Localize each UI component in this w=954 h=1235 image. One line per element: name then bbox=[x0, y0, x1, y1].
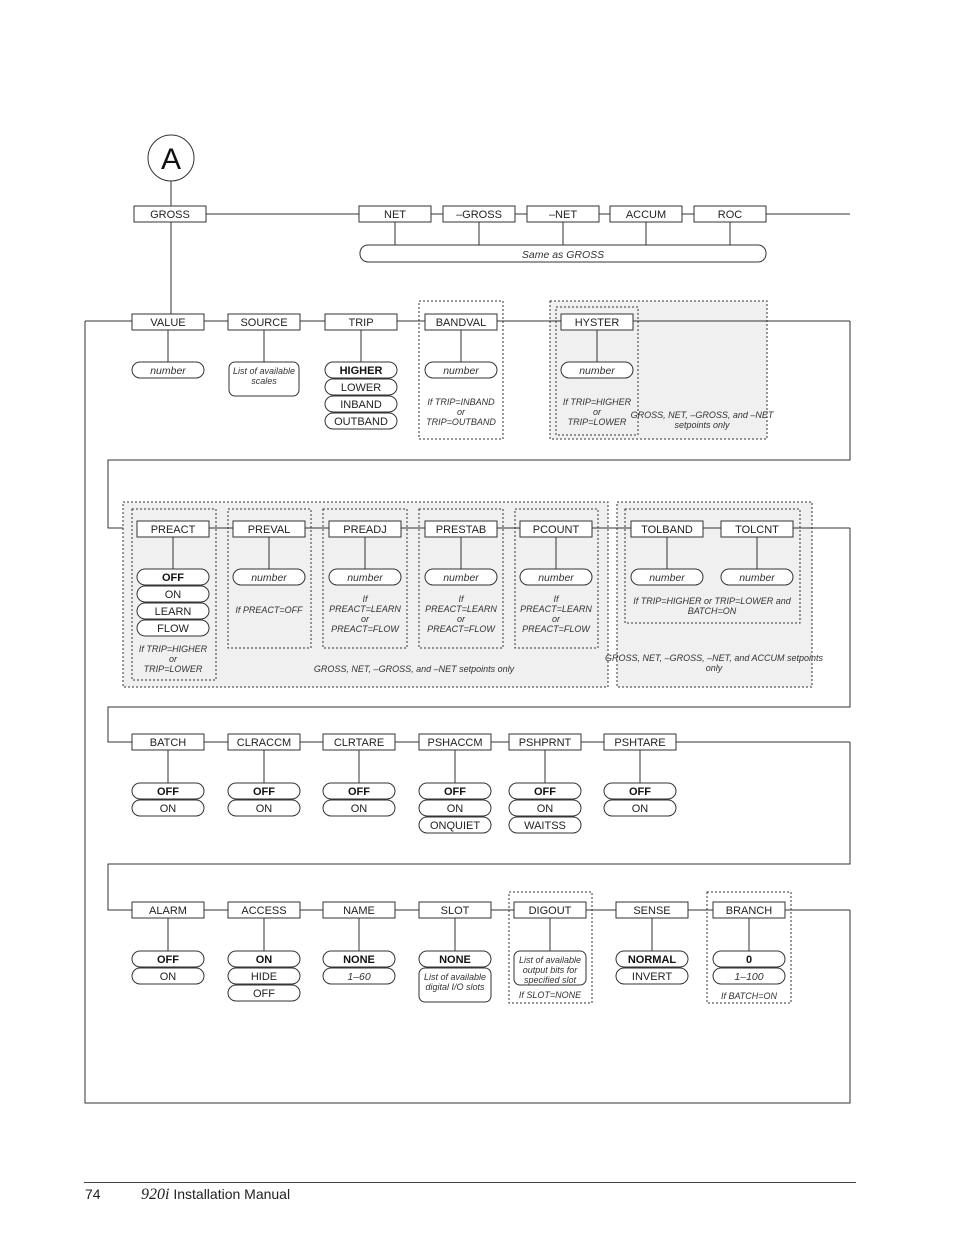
trip-option-text: LOWER bbox=[340, 382, 382, 394]
tolcnt-option-text: number bbox=[739, 572, 775, 584]
clrtare-option-text: ON bbox=[350, 803, 368, 815]
clrtare-menu-label: CLRTARE bbox=[333, 737, 385, 749]
tolcnt-menu-label: TOLCNT bbox=[735, 524, 779, 536]
tol-condition: If TRIP=HIGHER or TRIP=LOWER and BATCH=ON bbox=[633, 596, 791, 616]
gross-menu-label: GROSS bbox=[150, 209, 190, 221]
slot-menu-label: SLOT bbox=[440, 905, 470, 917]
hyster-condition: If TRIP=HIGHER or TRIP=LOWER bbox=[562, 397, 632, 427]
footer-rule bbox=[84, 1182, 856, 1183]
pshaccm-menu-label: PSHACCM bbox=[427, 737, 483, 749]
prestab-condition: If PREACT=LEARN or PREACT=FLOW bbox=[425, 594, 497, 634]
preact-condition: If TRIP=HIGHER or TRIP=LOWER bbox=[138, 644, 208, 674]
pshprnt-option-text: OFF bbox=[534, 786, 556, 798]
branch-menu-label: BRANCH bbox=[725, 905, 773, 917]
pshtare-option-text: ON bbox=[631, 803, 649, 815]
connector-label: A bbox=[160, 143, 182, 176]
trip-option-text: OUTBAND bbox=[334, 416, 388, 428]
pshtare-option-text: OFF bbox=[629, 786, 651, 798]
preact-menu-label: PREACT bbox=[150, 524, 196, 536]
digout-condition: If SLOT=NONE bbox=[518, 990, 582, 1000]
pshaccm-option-text: ON bbox=[446, 803, 464, 815]
pshtare-menu-label: PSHTARE bbox=[614, 737, 666, 749]
source-option-text: List of available scales bbox=[232, 366, 296, 386]
name-option-text: 1–60 bbox=[347, 971, 371, 983]
pcount-menu-label: PCOUNT bbox=[532, 524, 580, 536]
pshaccm-option-text: ONQUIET bbox=[429, 820, 481, 832]
page-number: 74 bbox=[85, 1186, 101, 1202]
hyster-option-text: number bbox=[579, 365, 615, 377]
tol-group-note: GROSS, NET, –GROSS, –NET, and ACCUM setpoints only bbox=[604, 653, 824, 673]
sense-menu-label: SENSE bbox=[633, 905, 671, 917]
access-option-text: HIDE bbox=[250, 971, 278, 983]
pcount-option-text: number bbox=[538, 572, 574, 584]
sibling-menu-2-label: –NET bbox=[548, 209, 578, 221]
clraccm-menu-label: CLRACCM bbox=[236, 737, 292, 749]
name-option-text: NONE bbox=[343, 954, 375, 966]
batch-option-text: ON bbox=[159, 803, 177, 815]
manual-title bbox=[141, 1186, 290, 1204]
sibling-menu-1-label: –GROSS bbox=[456, 209, 502, 221]
digout-option-text: List of available output bits for specified slot bbox=[518, 955, 582, 985]
preact-option-text: FLOW bbox=[157, 623, 189, 635]
value-menu-label: VALUE bbox=[150, 317, 186, 329]
tolband-option-text: number bbox=[649, 572, 685, 584]
slot-option-text: List of available digital I/O slots bbox=[423, 972, 487, 992]
preact-option-text: LEARN bbox=[154, 606, 192, 618]
sense-option-text: NORMAL bbox=[627, 954, 677, 966]
alarm-option-text: OFF bbox=[157, 954, 179, 966]
preadj-condition: If PREACT=LEARN or PREACT=FLOW bbox=[329, 594, 401, 634]
row2-group-note: GROSS, NET, –GROSS, and –NET setpoints only bbox=[313, 664, 515, 674]
access-option-text: ON bbox=[255, 954, 273, 966]
row1-group-note: GROSS, NET, –GROSS, and –NET setpoints only bbox=[630, 410, 774, 430]
sibling-menu-3-label: ACCUM bbox=[625, 209, 667, 221]
bandval-condition: If TRIP=INBAND or TRIP=OUTBAND bbox=[426, 397, 496, 427]
clraccm-option-text: ON bbox=[255, 803, 273, 815]
branch-option-text: 0 bbox=[745, 954, 753, 966]
alarm-menu-label: ALARM bbox=[149, 905, 187, 917]
preval-menu-label: PREVAL bbox=[247, 524, 291, 536]
sibling-menu-4-label: ROC bbox=[717, 209, 743, 221]
alarm-option-text: ON bbox=[159, 971, 177, 983]
branch-option-text: 1–100 bbox=[734, 971, 764, 983]
batch-option-text: OFF bbox=[157, 786, 179, 798]
pshaccm-option-text: OFF bbox=[444, 786, 466, 798]
trip-option-text: HIGHER bbox=[339, 365, 383, 377]
branch-condition: If BATCH=ON bbox=[720, 991, 778, 1001]
access-option-text: OFF bbox=[253, 988, 275, 1000]
bandval-menu-label: BANDVAL bbox=[435, 317, 487, 329]
sense-option-text: INVERT bbox=[631, 971, 673, 983]
preadj-option-text: number bbox=[347, 572, 383, 584]
bandval-option-text: number bbox=[443, 365, 479, 377]
pshprnt-option-text: ON bbox=[536, 803, 554, 815]
clrtare-option-text: OFF bbox=[348, 786, 370, 798]
value-option-text: number bbox=[150, 365, 186, 377]
pcount-condition: If PREACT=LEARN or PREACT=FLOW bbox=[520, 594, 592, 634]
manual-title-text: Installation Manual bbox=[173, 1186, 291, 1202]
hyster-menu-label: HYSTER bbox=[574, 317, 620, 329]
access-menu-label: ACCESS bbox=[241, 905, 287, 917]
same-as-text: Same as GROSS bbox=[521, 249, 605, 261]
name-menu-label: NAME bbox=[343, 905, 375, 917]
trip-option-text: INBAND bbox=[340, 399, 382, 411]
trip-menu-label: TRIP bbox=[348, 317, 374, 329]
tolband-menu-label: TOLBAND bbox=[641, 524, 693, 536]
batch-menu-label: BATCH bbox=[149, 737, 187, 749]
sibling-menu-0-label: NET bbox=[384, 209, 406, 221]
preact-option-text: OFF bbox=[162, 572, 184, 584]
pshprnt-option-text: WAITSS bbox=[524, 820, 566, 832]
digout-menu-label: DIGOUT bbox=[528, 905, 572, 917]
preval-option-text: number bbox=[251, 572, 287, 584]
manual-model: 920i bbox=[141, 1186, 170, 1203]
preact-option-text: ON bbox=[164, 589, 182, 601]
preval-condition: If PREACT=OFF bbox=[235, 605, 303, 615]
prestab-option-text: number bbox=[443, 572, 479, 584]
source-menu-label: SOURCE bbox=[240, 317, 288, 329]
pshprnt-menu-label: PSHPRNT bbox=[518, 737, 572, 749]
preadj-menu-label: PREADJ bbox=[343, 524, 387, 536]
slot-option-text: NONE bbox=[439, 954, 471, 966]
clraccm-option-text: OFF bbox=[253, 786, 275, 798]
prestab-menu-label: PRESTAB bbox=[435, 524, 487, 536]
